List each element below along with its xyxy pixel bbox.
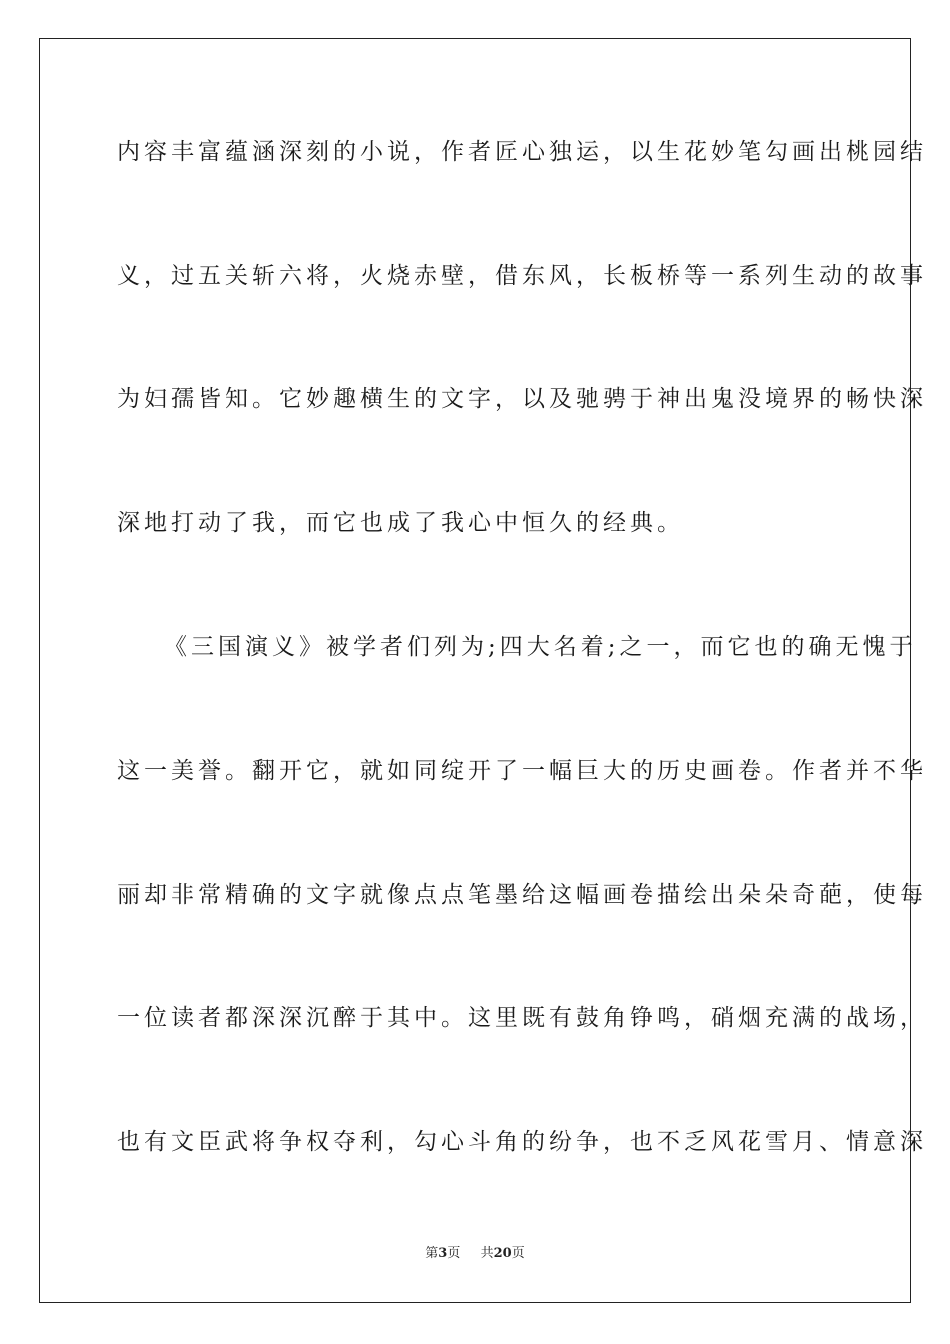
body-line-3: 为妇孺皆知。它妙趣横生的文字，以及驰骋于神出鬼没境界的畅快深: [117, 386, 927, 412]
footer-total-suffix: 页: [511, 1246, 525, 1261]
body-line-1: 内容丰富蕴涵深刻的小说，作者匠心独运，以生花妙笔勾画出桃园结: [117, 139, 927, 165]
footer-total-prefix: 共: [480, 1246, 494, 1261]
footer-page-suffix: 页: [447, 1246, 461, 1261]
body-line-7: 丽却非常精确的文字就像点点笔墨给这幅画卷描绘出朵朵奇葩，使每: [117, 882, 927, 908]
page-footer: [0, 1246, 950, 1262]
footer-page-number: 3: [438, 1246, 448, 1261]
body-line-4: 深地打动了我，而它也成了我心中恒久的经典。: [117, 510, 684, 536]
body-line-2: 义，过五关斩六将，火烧赤壁，借东风，长板桥等一系列生动的故事: [117, 263, 927, 289]
footer-page-prefix: 第: [425, 1246, 439, 1261]
footer-total-pages: 20: [493, 1246, 512, 1261]
body-line-9: 也有文臣武将争权夺利，勾心斗角的纷争，也不乏风花雪月、情意深: [117, 1129, 927, 1155]
body-line-6: 这一美誉。翻开它，就如同绽开了一幅巨大的历史画卷。作者并不华: [117, 758, 927, 784]
body-line-5-paragraph-start: 《三国演义》被学者们列为;四大名着;之一，而它也的确无愧于: [164, 634, 917, 660]
body-line-8: 一位读者都深深沉醉于其中。这里既有鼓角铮鸣，硝烟充满的战场，: [117, 1005, 927, 1031]
page-border: [39, 38, 911, 1303]
